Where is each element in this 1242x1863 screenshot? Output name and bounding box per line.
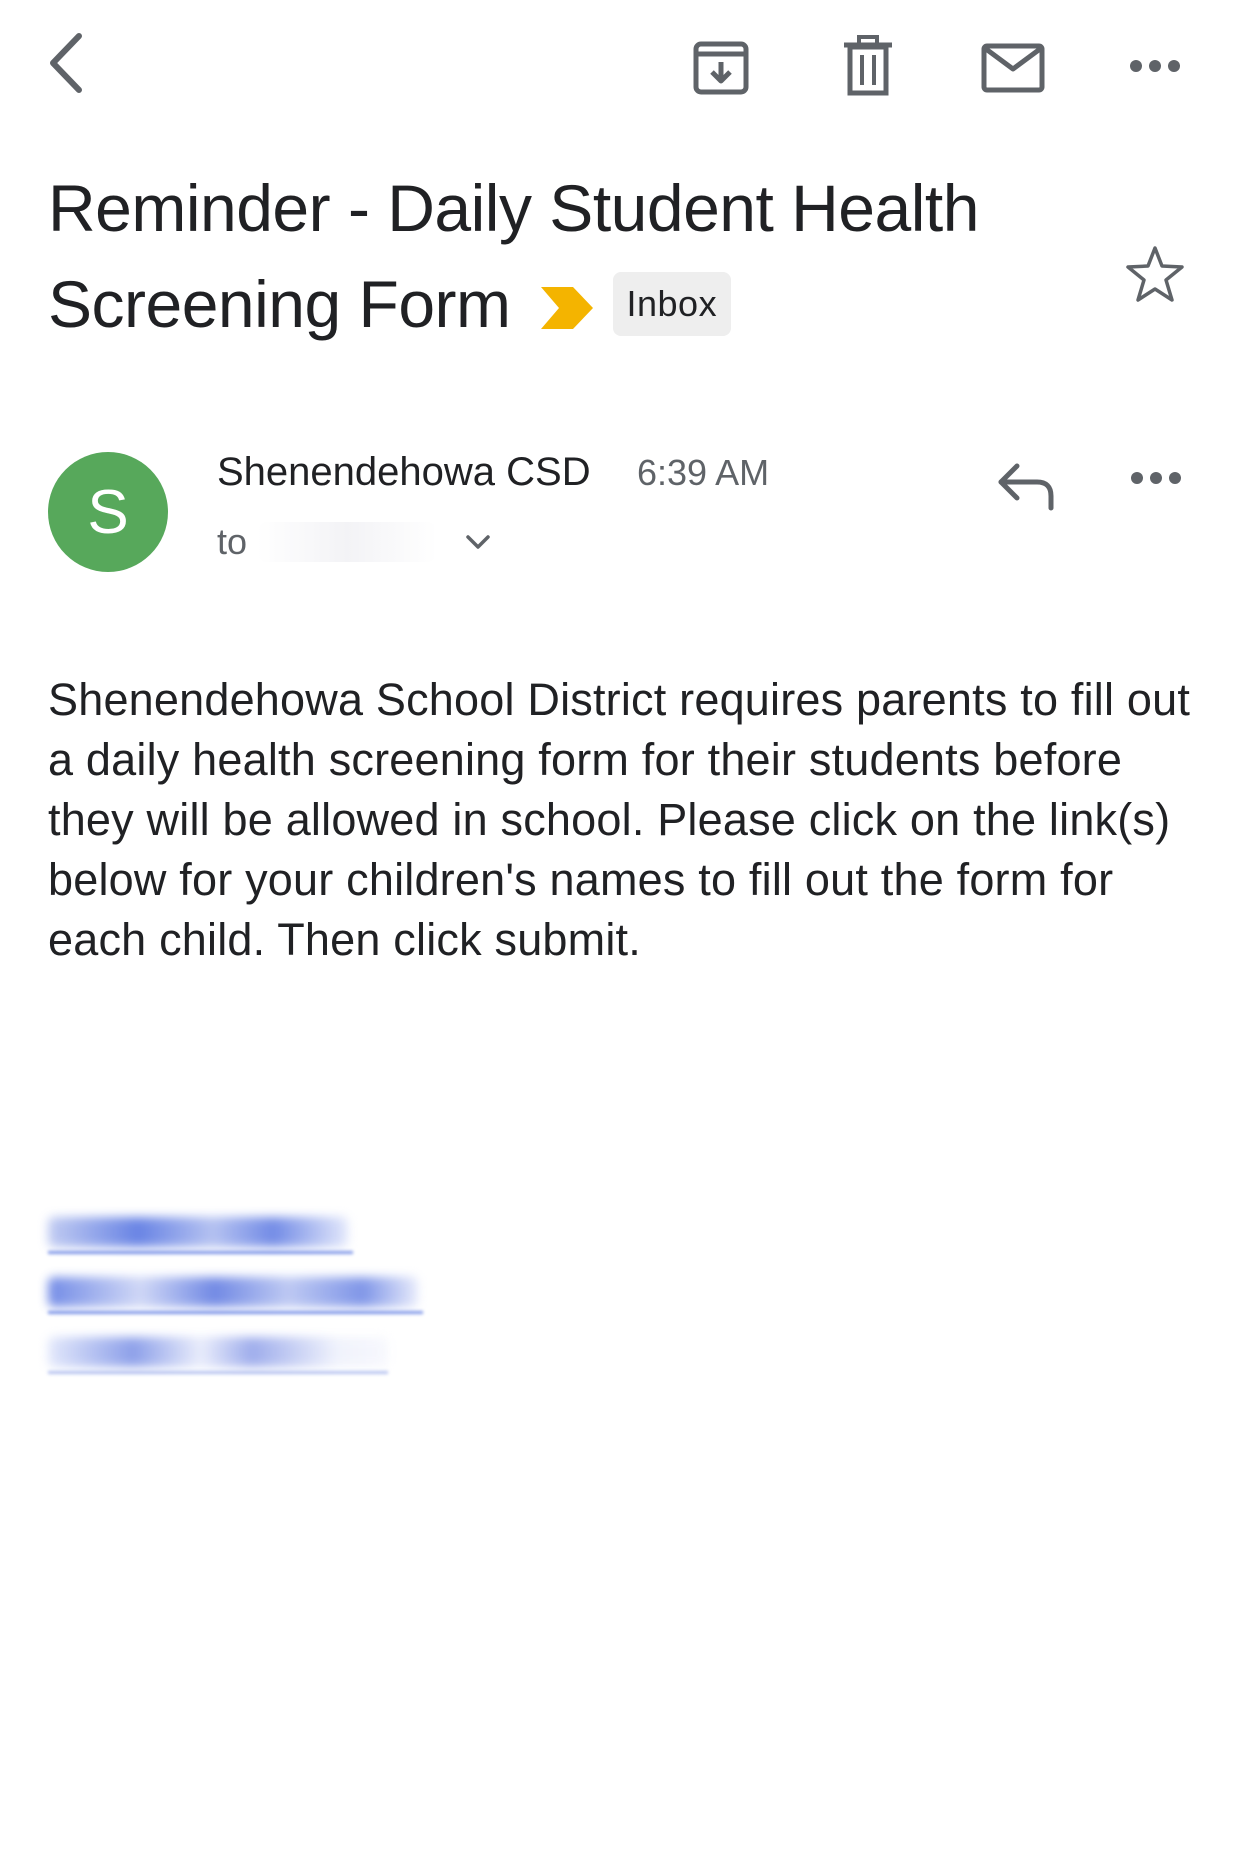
avatar-letter: S (87, 477, 129, 547)
reply-icon (995, 460, 1057, 512)
more-options-button[interactable] (1125, 50, 1185, 82)
email-body: Shenendehowa School District requires parents to fill out a daily health screening form for their students before they will be allowed in school. Please click on the link(s) below for your children's names to fill out the form for each child. Then click submit. (48, 674, 1191, 965)
mark-unread-button[interactable] (980, 42, 1046, 94)
top-toolbar (0, 0, 1242, 140)
archive-icon (692, 38, 750, 96)
chevron-left-icon (45, 32, 85, 94)
student-link-1[interactable] (48, 1205, 468, 1265)
star-button[interactable] (1125, 245, 1185, 308)
importance-marker[interactable] (541, 258, 593, 354)
sender-name[interactable]: Shenendehowa CSD (217, 450, 591, 494)
star-outline-icon (1125, 245, 1185, 303)
recipient-details-toggle[interactable] (217, 517, 491, 567)
to-label: to (217, 521, 248, 562)
message-time: 6:39 AM (637, 452, 770, 493)
student-link-2[interactable] (48, 1265, 468, 1325)
reply-button[interactable] (995, 460, 1057, 517)
recipient-redacted (257, 522, 437, 562)
avatar[interactable] (48, 452, 168, 572)
importance-marker-icon (541, 287, 593, 329)
email-subject (48, 160, 1098, 358)
inbox-label-chip[interactable]: Inbox (613, 272, 732, 336)
student-link-3[interactable] (48, 1325, 468, 1385)
archive-button[interactable] (690, 36, 752, 98)
mail-icon (981, 43, 1045, 93)
delete-button[interactable] (840, 34, 896, 98)
subject-text: Reminder - Daily Student Health Screening Form (48, 171, 979, 341)
trash-icon (842, 35, 894, 97)
student-links (48, 1205, 468, 1385)
message-more-button[interactable] (1130, 470, 1182, 491)
chevron-down-icon (465, 534, 491, 550)
more-horizontal-icon (1130, 470, 1182, 486)
back-button[interactable] (40, 28, 90, 98)
more-horizontal-icon (1129, 58, 1181, 74)
